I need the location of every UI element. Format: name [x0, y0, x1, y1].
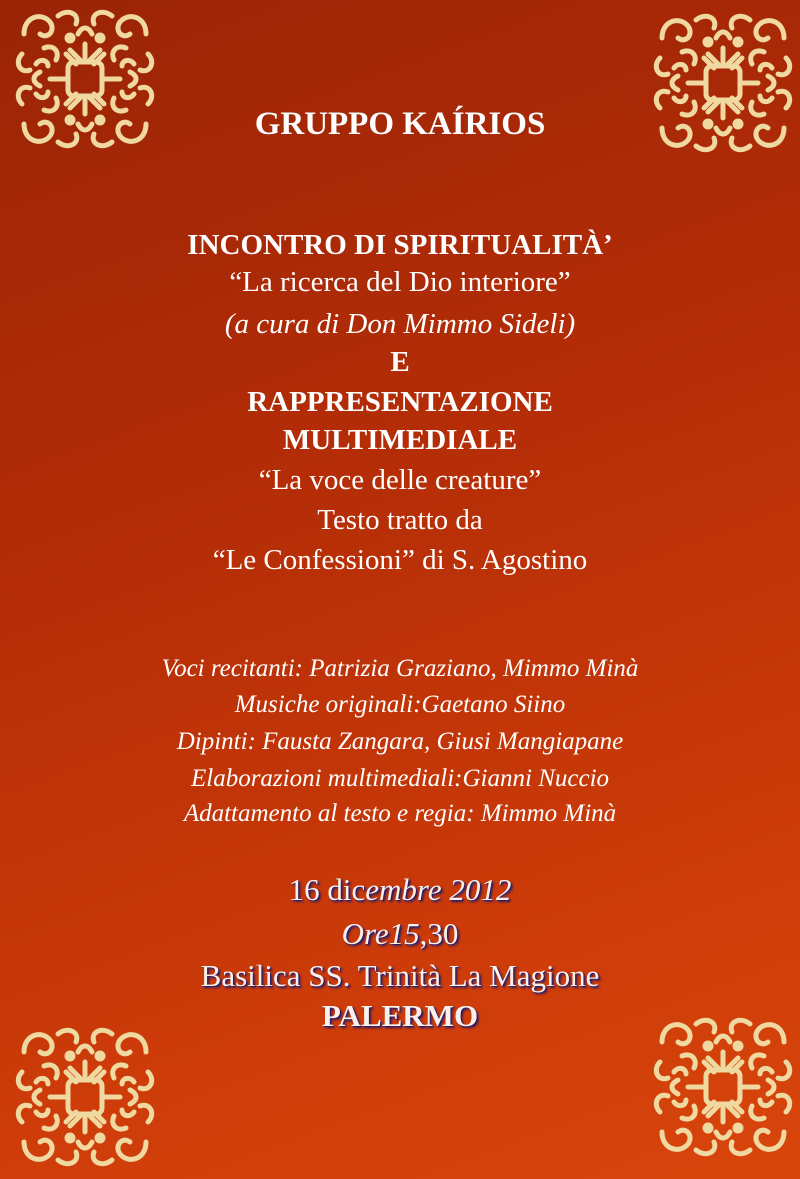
event-time	[0, 918, 800, 949]
event-time-plain: ,30	[419, 916, 459, 951]
event-date-italic: embre 2012	[365, 872, 512, 907]
ornament-bottom-right-icon	[648, 1012, 798, 1162]
credit-paintings: Dipinti: Fausta Zangara, Giusi Mangiapane	[176, 728, 624, 755]
event-curator: (a cura di Don Mimmo Sideli)	[224, 308, 576, 340]
show-heading-1: RAPPRESENTAZIONE	[247, 386, 553, 418]
credit-multimedia: Elaborazioni multimediali:Gianni Nuccio	[190, 765, 610, 792]
credit-voices: Voci recitanti: Patrizia Graziano, Mimmo Minà	[161, 655, 639, 682]
event-city: PALERMO	[321, 998, 479, 1033]
show-heading-2: MULTIMEDIALE	[282, 424, 518, 456]
credit-music: Musiche originali:Gaetano Siino	[234, 691, 566, 718]
event-heading: INCONTRO DI SPIRITUALITÀ’	[187, 229, 613, 261]
event-time-italic: Ore15	[341, 916, 420, 951]
conjunction: E	[390, 346, 410, 378]
ornament-bottom-left-icon	[10, 1022, 160, 1172]
event-venue: Basilica SS. Trinità La Magione	[200, 958, 600, 993]
event-date	[0, 874, 800, 905]
show-title: “La voce delle creature”	[258, 464, 542, 496]
credit-direction: Adattamento al testo e regia: Mimmo Minà	[183, 800, 617, 827]
show-source-intro: Testo tratto da	[317, 504, 483, 536]
show-source: “Le Confessioni” di S. Agostino	[212, 544, 588, 576]
event-date-plain: 16 dic	[288, 872, 366, 907]
group-title: GRUPPO KAÍRIOS	[254, 106, 546, 142]
event-subtitle: “La ricerca del Dio interiore”	[229, 266, 571, 298]
